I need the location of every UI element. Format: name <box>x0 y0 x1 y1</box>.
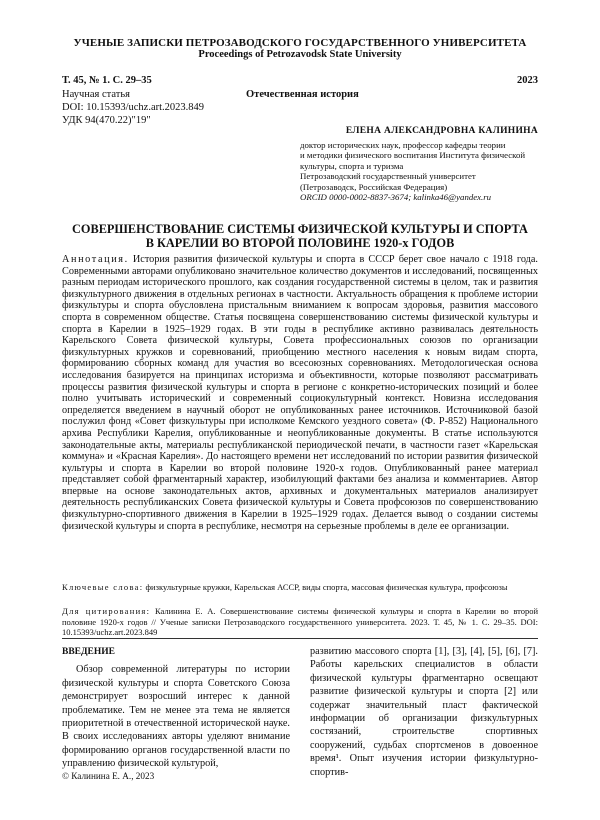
intro-column-2 <box>310 645 538 779</box>
publication-year: 2023 <box>517 75 538 86</box>
abstract-text: История развития физической культуры и спорта в СССР берет свое начало с 1918 года. Современными авторами опубликовано значительное количество документов и исследований, посвященных разным периодам исторического прошлого, как создания государственной системы в целом, так и развития физкультурного движения в отдельных регионах в частности. Актуальность обращения к проблеме истории физкультуры и спорта обусловлена пристальным вниманием к вопросам здоровья, развития массового спорта в современном обществе. Статья посвящена совершенствованию системы физической культуры и спорта в Карелии в 1925–1929 годах. В эти годы в республике активно развивалась деятельность Карельского Совета физической культуры, Совета профессиональных союзов по организации физкультурных кружков и соревнований, приобщению местного населения к новым видам спорта, формированию сборных команд для участия во всесоюзных соревнованиях. Методологическая основа исследования базируется на принципах историзма и объективности, которые позволяют рассматривать процессы развития физической культуры и спорта в регионе с конкретно-исторических позиций и более полно учитывать исторический и современный социокультурный контекст. Новизна исследования определяется введением в научный оборот не опубликованных ранее источников. Источниковой базой послужил фонд «Совет физкультуры при исполкоме Кемского уездного совета» (Ф. Р-852) Национального архива Республики Карелия, опубликованные и неопубликованные документы. В статье используются законодательные акты, материалы республиканской периодической печати, в частности газет «Карельская коммуна» и «Красная Карелия». До настоящего времени нет исследований по истории развития физической культуры и спорта в Карелии во второй половине 1920-х годов. Опубликованный ранее материал представляет собой фрагментарный характер, изобилующий фактами без анализа и комментариев. Автор впервые на основе законодательных актов, архивных и документальных материалов анализирует деятельность республиканских Совета физической культуры и Совета профсоюзов по совершенствованию физкультурно-спортивного движения в Карелии в 1925–1929 годах. Делается вывод о создании системы физической культуры и спорта в республике, несмотря на серьезные проблемы в деле ее организации. <box>62 254 538 532</box>
author-affiliation <box>300 140 540 202</box>
citation-text: Калинина Е. А. Совершенствование системы физической культуры и спорта в Карелии во второй половине 1920-х годов // Ученые записки Петрозаводского государственного университета. 2023. Т. 45, № 1. С. 29–35. DOI: 10.15393/uchz.art.2023.849 <box>62 606 539 638</box>
intro-paragraph: Обзор современной литературы по истории физической культуры и спорта Советского Союза демонстрирует возросший интерес к данной проблематике. Тем не менее эта тема не является приоритетной в отечественной исторической науке. В своих исследованиях авторы уделяют внимание формированию органов государственной власти по управлению физической культурой, <box>62 664 290 770</box>
doi: DOI: 10.15393/uchz.art.2023.849 <box>62 102 205 113</box>
volume-pages: Т. 45, № 1. С. 29–35 <box>62 75 152 86</box>
section-name: Отечественная история <box>246 89 359 100</box>
intro-heading: ВВЕДЕНИЕ <box>62 647 115 657</box>
citation <box>62 606 538 638</box>
affiliation-line: доктор исторических наук, профессор кафедры теории <box>300 140 506 150</box>
article-title <box>62 222 538 250</box>
affiliation-line: культуры, спорта и туризма <box>300 160 404 171</box>
keywords <box>62 582 538 593</box>
intro-column-1 <box>62 646 290 771</box>
affiliation-line: и методики физического воспитания Института физической <box>300 150 526 161</box>
article-type: Научная статья <box>62 89 130 100</box>
intro-paragraph-continued: развитию массового спорта [1], [3], [4], [5], [6], [7]. Работы карельских специалистов в области физической культуры фрагментарно освещают развитие физической культуры и спорта [2] или содержат значительный пласт фактической информации об организации физкультурных состязаний, строительстве спортивных сооружений, судьбах спортсменов в довоенное время¹. Опыт изучения истории физкультурно-спортив- <box>310 646 538 778</box>
journal-title-en: Proceedings of Petrozavodsk State University <box>198 49 402 60</box>
divider <box>62 638 538 639</box>
abstract <box>62 254 538 532</box>
affiliation-line: Петрозаводский государственный университет <box>300 171 476 182</box>
keywords-text: физкультурные кружки, Карельская АССР, виды спорта, массовая физическая культура, профсоюзы <box>145 582 508 592</box>
udc-code: УДК 94(470.22)"19" <box>62 115 151 126</box>
orcid-email: ORCID 0000-0002-8837-3674; kalinka46@yandex.ru <box>300 192 492 203</box>
copyright: © Калинина Е. А., 2023 <box>62 771 155 781</box>
title-line-1: СОВЕРШЕНСТВОВАНИЕ СИСТЕМЫ ФИЗИЧЕСКОЙ КУЛЬТУРЫ И СПОРТА <box>72 222 528 236</box>
author-name: ЕЛЕНА АЛЕКСАНДРОВНА КАЛИНИНА <box>345 126 538 136</box>
abstract-label: Аннотация. <box>62 254 129 265</box>
journal-title-ru: УЧЕНЫЕ ЗАПИСКИ ПЕТРОЗАВОДСКОГО ГОСУДАРСТВЕННОГО УНИВЕРСИТЕТА <box>73 37 527 49</box>
citation-label: Для цитирования: <box>62 606 151 616</box>
title-line-2: В КАРЕЛИИ ВО ВТОРОЙ ПОЛОВИНЕ 1920-х ГОДОВ <box>145 236 455 250</box>
affiliation-line: (Петрозаводск, Российская Федерация) <box>300 181 448 192</box>
keywords-label: Ключевые слова: <box>62 582 144 592</box>
